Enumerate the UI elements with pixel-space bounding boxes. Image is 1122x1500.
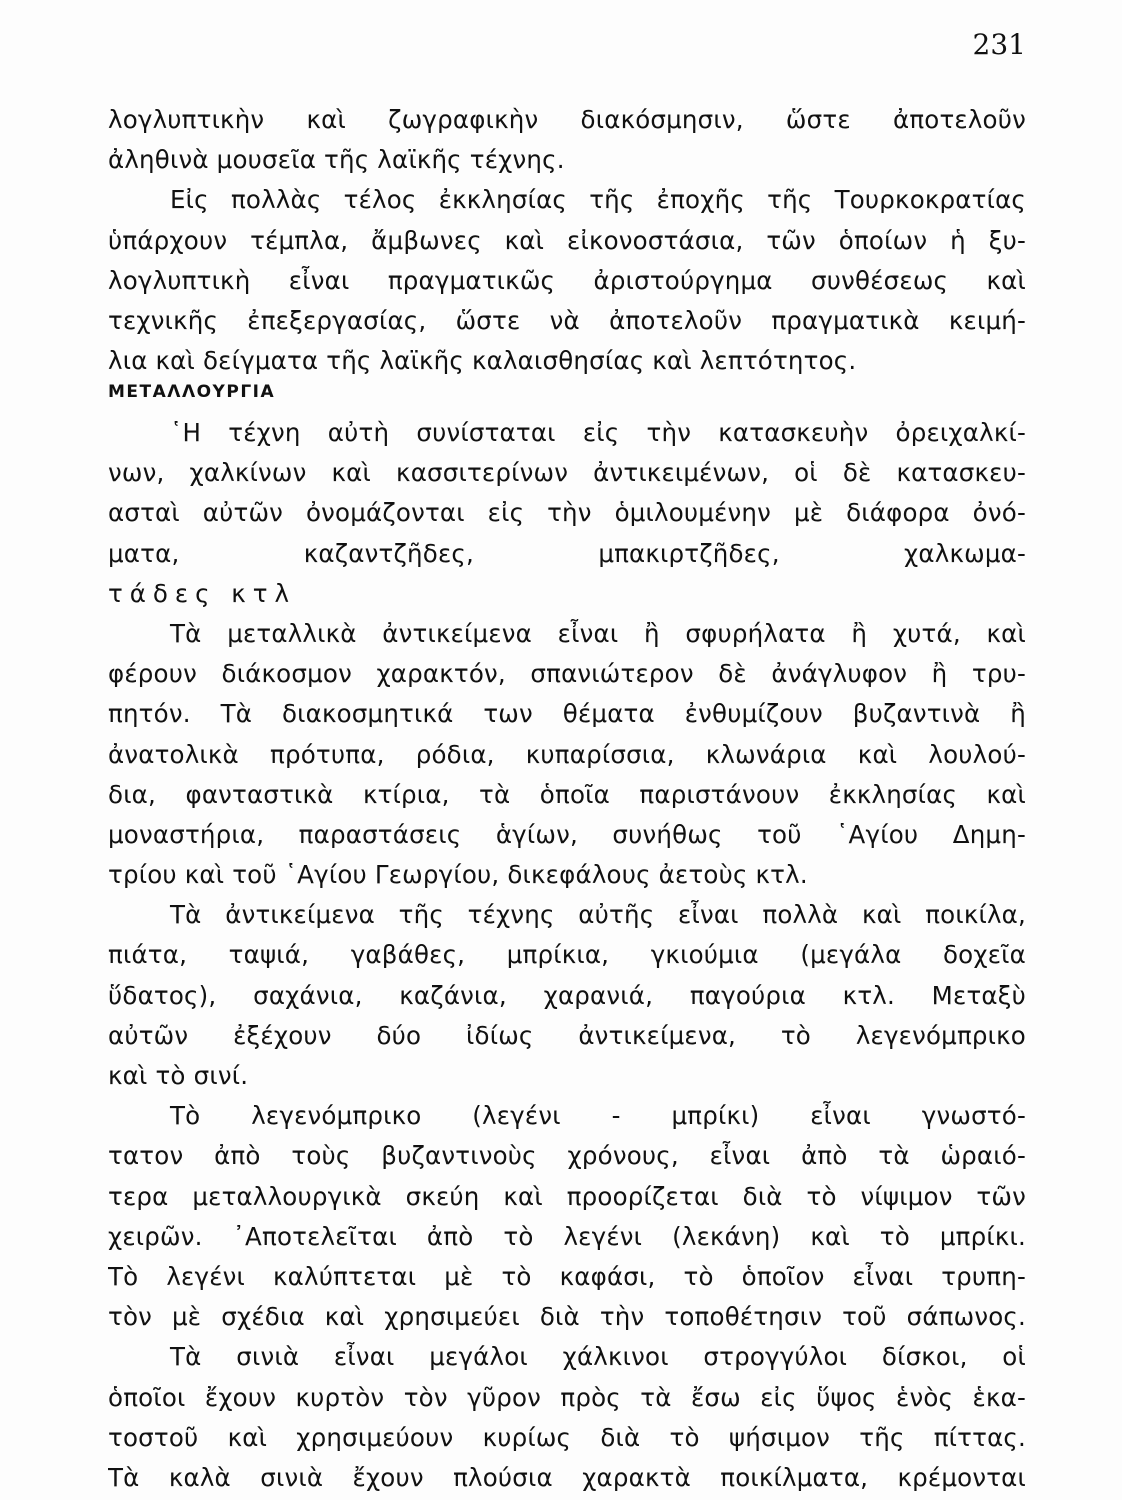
text-line: Τὰ ἀντικείμενα τῆς τέχνης αὐτῆς εἶναι πολλὰ καὶ ποικίλα, [170,900,1026,930]
text-line: τάδες κτλ [108,578,296,608]
text-line: τερα μεταλλουργικὰ σκεύη καὶ προορίζεται διὰ τὸ νίψιμον τῶν [108,1181,1026,1211]
text-line: νων, χαλκίνων καὶ κασσιτερίνων ἀντικειμένων, οἱ δὲ κατασκευ- [108,458,1026,488]
text-line: Τὰ μεταλλικὰ ἀντικείμενα εἶναι ἢ σφυρήλατα ἢ χυτά, καὶ [170,618,1026,648]
text-line: ἀνατολικὰ πρότυπα, ρόδια, κυπαρίσσια, κλωνάρια καὶ λουλού- [108,739,1026,769]
text-line: πητόν. Τὰ διακοσμητικά των θέματα ἐνθυμίζουν βυζαντινὰ ἢ [108,699,1026,729]
text-line: ασταὶ αὐτῶν ὀνομάζονται εἰς τὴν ὁμιλουμένην μὲ διάφορα ὀνό- [108,498,1026,528]
text-line: Τὰ σινιὰ εἶναι μεγάλοι χάλκινοι στρογγύλοι δίσκοι, οἱ [170,1342,1026,1372]
text-line: Τὸ λεγένι καλύπτεται μὲ τὸ καφάσι, τὸ ὁποῖον εἶναι τρυπη- [108,1261,1026,1291]
intro-paragraph [108,100,1026,381]
text-line: τρίου καὶ τοῦ ῾Αγίου Γεωργίου, δικεφάλους ἀετοὺς κτλ. [108,860,808,890]
text-line: φέρουν διάκοσμον χαρακτόν, σπανιώτερον δὲ ἀνάγλυφον ἢ τρυ- [108,659,1026,689]
text-line: πιάτα, ταψιά, γαβάθες, μπρίκια, γκιούμια (μεγάλα δοχεῖα [108,940,1026,970]
text-line: τοστοῦ καὶ χρησιμεύουν κυρίως διὰ τὸ ψήσιμον τῆς πίττας. [108,1422,1026,1452]
text-line: αὐτῶν ἐξέχουν δύο ἰδίως ἀντικείμενα, τὸ λεγενόμπρικο [108,1020,1026,1050]
text-line: μοναστήρια, παραστάσεις ἁγίων, συνήθως τοῦ ῾Αγίου Δημη- [108,819,1026,849]
text-line: λογλυπτικὴ εἶναι πραγματικῶς ἀριστούργημα συνθέσεως καὶ [108,265,1026,295]
text-line: ὕδατος), σαχάνια, καζάνια, χαρανιά, παγούρια κτλ. Μεταξὺ [108,980,1026,1010]
text-line: ἀληθινὰ μουσεῖα τῆς λαϊκῆς τέχνης. [108,145,565,175]
text-line: λογλυπτικὴν καὶ ζωγραφικὴν διακόσμησιν, ὥστε ἀποτελοῦν [108,105,1026,134]
section-heading: ΜΕΤΑΛΛΟΥΡΓΙΑ [108,382,276,402]
text-line: ματα, καζαντζῆδες, μπακιρτζῆδες, χαλκωμα- [108,538,1026,568]
text-line: καὶ τὸ σινί. [108,1061,249,1090]
text-line: τατον ἀπὸ τοὺς βυζαντινοὺς χρόνους, εἶναι ἀπὸ τὰ ὡραιό- [108,1141,1026,1171]
section-body [108,413,1026,1498]
text-line: ῾Η τέχνη αὐτὴ συνίσταται εἰς τὴν κατασκευὴν ὀρειχαλκί- [170,418,1026,447]
text-line: Εἰς πολλὰς τέλος ἐκκλησίας τῆς ἐποχῆς τῆς Τουρκοκρατίας [170,185,1026,215]
text-line: Τὰ καλὰ σινιὰ ἔχουν πλούσια χαρακτὰ ποικίλματα, κρέμονται [108,1462,1026,1492]
text-line: λια καὶ δείγματα τῆς λαϊκῆς καλαισθησίας καὶ λεπτότητος. [108,346,857,376]
text-line: τεχνικῆς ἐπεξεργασίας, ὥστε νὰ ἀποτελοῦν πραγματικὰ κειμή- [108,305,1026,335]
text-line: δια, φανταστικὰ κτίρια, τὰ ὁποῖα παριστάνουν ἐκκλησίας καὶ [108,779,1026,809]
text-line: ὑπάρχουν τέμπλα, ἄμβωνες καὶ εἰκονοστάσια, τῶν ὁποίων ἡ ξυ- [108,225,1026,255]
text-line: τὸν μὲ σχέδια καὶ χρησιμεύει διὰ τὴν τοποθέτησιν τοῦ σάπωνος. [108,1302,1026,1332]
page-number: 231 [972,28,1026,61]
text-line: Τὸ λεγενόμπρικο (λεγένι - μπρίκι) εἶναι γνωστό- [170,1101,1026,1131]
text-line: ὁποῖοι ἔχουν κυρτὸν τὸν γῦρον πρὸς τὰ ἔσω εἰς ὕψος ἑνὸς ἑκα- [108,1382,1026,1412]
text-line: χειρῶν. ᾿Αποτελεῖται ἀπὸ τὸ λεγένι (λεκάνη) καὶ τὸ μπρίκι. [108,1221,1026,1251]
